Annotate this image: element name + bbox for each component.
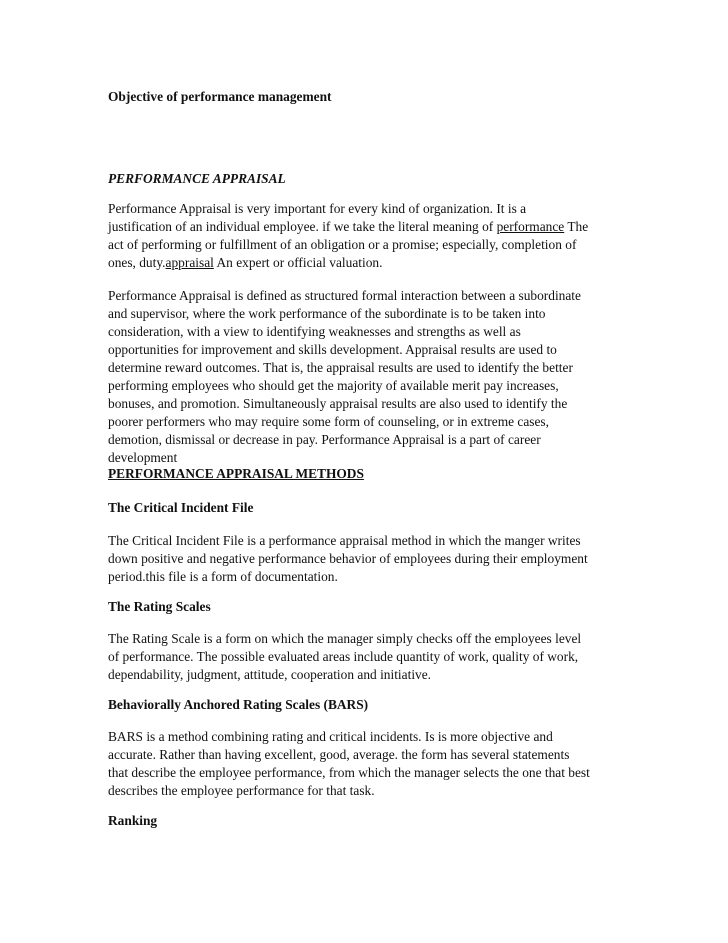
paragraph-line: BARS is a method combining rating and critical incidents. Is is more objective and [108,729,553,744]
paragraph-line: determine reward outcomes. That is, the appraisal results are used to identify the better [108,360,573,375]
paragraph-line: describes the employee performance for that task. [108,783,375,798]
objective-heading: Objective of performance management [108,89,332,104]
paragraph-line: and supervisor, where the work performance of the subordinate is to be taken into [108,306,546,321]
paragraph-line: down positive and negative performance behavior of employees during their employment [108,551,588,566]
bars-heading: Behaviorally Anchored Rating Scales (BARS) [108,697,369,712]
paragraph-line: The Critical Incident File is a performance appraisal method in which the manger writes [108,533,581,548]
paragraph-line: of performance. The possible evaluated areas include quantity of work, quality of work, [108,649,579,664]
paragraph-line: period.this file is a form of documentation. [108,569,338,584]
paragraph-line: bonuses, and promotion. Simultaneously appraisal results are also used to identify the [108,396,568,411]
paragraph-bars [108,728,628,800]
paragraph-line: poorer performers who may require some form of counseling, or in extreme cases, [108,414,549,429]
appraisal-link[interactable]: appraisal [165,255,214,270]
text-span: ones, duty. [108,255,166,270]
paragraph-line [108,254,628,272]
ranking-heading: Ranking [108,813,158,828]
paragraph-line: opportunities for improvement and skills development. Appraisal results are used to [108,342,557,357]
paragraph-pa-definition [108,200,628,272]
performance-link[interactable]: performance [496,219,565,234]
paragraph-line: The Rating Scale is a form on which the manager simply checks off the employees level [108,631,582,646]
paragraph-line: consideration, with a view to identifying weaknesses and strengths as well as [108,324,521,339]
paragraph-line: demotion, dismissal or decrease in pay. Performance Appraisal is a part of career [108,432,541,447]
paragraph-line [108,218,628,236]
rating-scales-heading: The Rating Scales [108,599,211,614]
methods-heading: PERFORMANCE APPRAISAL METHODS [108,466,364,481]
text-span: justification of an individual employee. if we take the literal meaning of [108,219,497,234]
text-span: The [564,219,589,234]
critical-incident-heading: The Critical Incident File [108,500,254,515]
paragraph-rating-scales [108,630,628,684]
paragraph-critical-incident [108,532,628,586]
paragraph-line: accurate. Rather than having excellent, good, average. the form has several statements [108,747,570,762]
paragraph-line: performing employees who should get the majority of available merit pay increases, [108,378,559,393]
paragraph-line: dependability, judgment, attitude, cooperation and initiative. [108,667,432,682]
text-span: An expert or official valuation. [213,255,383,270]
paragraph-line: that describe the employee performance, from which the manager selects the one that best [108,765,590,780]
paragraph-pa-structured [108,287,628,467]
paragraph-line: development [108,450,178,465]
paragraph-line: act of performing or fulfillment of an obligation or a promise; especially, completion of [108,237,577,252]
paragraph-line: Performance Appraisal is very important for every kind of organization. It is a [108,201,527,216]
performance-appraisal-heading: PERFORMANCE APPRAISAL [108,171,286,186]
paragraph-line: Performance Appraisal is defined as structured formal interaction between a subordinate [108,288,581,303]
